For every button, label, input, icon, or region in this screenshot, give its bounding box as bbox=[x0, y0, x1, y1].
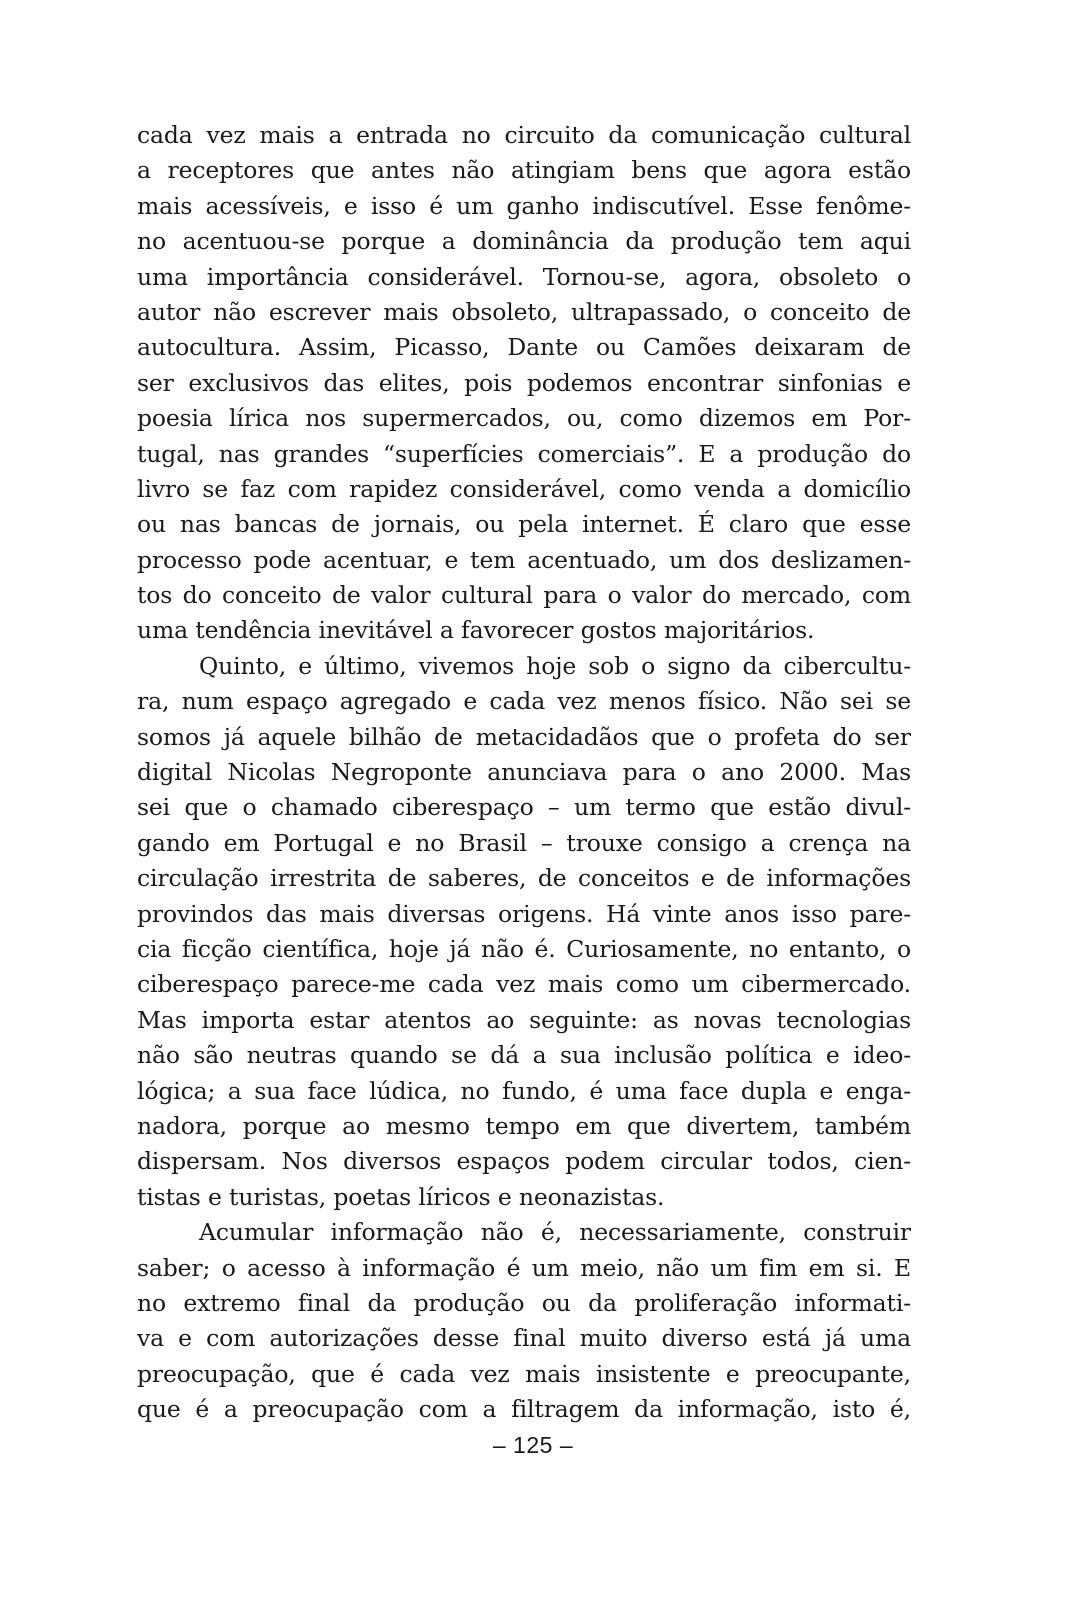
text-line: lógica; a sua face lúdica, no fundo, é uma face dupla e enga- bbox=[137, 1076, 911, 1105]
text-line: a receptores que antes não atingiam bens que agora estão bbox=[137, 156, 911, 185]
text-line: não são neutras quando se dá a sua inclusão política e ideo- bbox=[137, 1041, 911, 1070]
text-line: autor não escrever mais obsoleto, ultrapassado, o conceito de bbox=[137, 297, 911, 326]
text-line: sei que o chamado ciberespaço – um termo que estão divul- bbox=[137, 793, 911, 822]
text-line: ciberespaço parece-me cada vez mais como um cibermercado. bbox=[137, 970, 911, 999]
text-line: circulação irrestrita de saberes, de conceitos e de informações bbox=[137, 864, 911, 893]
text-line: ser exclusivos das elites, pois podemos encontrar sinfonias e bbox=[137, 368, 911, 397]
text-line: ra, num espaço agregado e cada vez menos físico. Não sei se bbox=[137, 687, 911, 716]
text-line: nadora, porque ao mesmo tempo em que divertem, também bbox=[137, 1111, 911, 1140]
text-line: processo pode acentuar, e tem acentuado, um dos deslizamen- bbox=[137, 545, 911, 574]
text-line: preocupação, que é cada vez mais insistente e preocupante, bbox=[137, 1359, 911, 1388]
page-number: – 125 – bbox=[492, 1432, 574, 1458]
text-line: tos do conceito de valor cultural para o valor do mercado, com bbox=[137, 581, 911, 610]
text-line: va e com autorizações desse final muito diverso está já uma bbox=[137, 1324, 911, 1353]
text-line: no acentuou-se porque a dominância da produção tem aqui bbox=[137, 227, 911, 256]
text-line: mais acessíveis, e isso é um ganho indiscutível. Esse fenôme- bbox=[137, 191, 911, 220]
text-line: Mas importa estar atentos ao seguinte: as novas tecnologias bbox=[137, 1005, 911, 1034]
text-line: tugal, nas grandes “superfícies comerciais”. E a produção do bbox=[137, 439, 911, 468]
text-line: uma importância considerável. Tornou-se, agora, obsoleto o bbox=[137, 262, 911, 291]
text-line: digital Nicolas Negroponte anunciava para o ano 2000. Mas bbox=[137, 758, 911, 787]
text-line: Acumular informação não é, necessariamente, construir bbox=[199, 1218, 911, 1247]
text-line: que é a preocupação com a filtragem da informação, isto é, bbox=[137, 1395, 911, 1424]
text-line: somos já aquele bilhão de metacidadãos que o profeta do ser bbox=[137, 722, 911, 751]
paragraph bbox=[137, 1215, 911, 1427]
text-line: provindos das mais diversas origens. Há vinte anos isso pare- bbox=[137, 899, 911, 928]
text-line: gando em Portugal e no Brasil – trouxe consigo a crença na bbox=[137, 828, 911, 857]
text-line: dispersam. Nos diversos espaços podem circular todos, cien- bbox=[137, 1147, 911, 1176]
paragraph bbox=[137, 118, 911, 649]
paragraph bbox=[137, 649, 911, 1215]
text-line: poesia lírica nos supermercados, ou, como dizemos em Por- bbox=[137, 404, 911, 433]
text-line: autocultura. Assim, Picasso, Dante ou Camões deixaram de bbox=[137, 333, 911, 362]
text-line: cia ficção científica, hoje já não é. Curiosamente, no entanto, o bbox=[137, 934, 911, 963]
text-line: saber; o acesso à informação é um meio, não um fim em si. E bbox=[137, 1253, 911, 1282]
text-line: ou nas bancas de jornais, ou pela internet. É claro que esse bbox=[137, 510, 911, 539]
text-line: Quinto, e último, vivemos hoje sob o signo da cibercultu- bbox=[199, 651, 911, 680]
body-text bbox=[137, 118, 911, 1427]
text-line: livro se faz com rapidez considerável, como venda a domicílio bbox=[137, 474, 911, 503]
text-line: tistas e turistas, poetas líricos e neonazistas. bbox=[137, 1182, 665, 1211]
text-line: no extremo final da produção ou da proliferação informati- bbox=[137, 1288, 911, 1317]
text-line: cada vez mais a entrada no circuito da comunicação cultural bbox=[137, 121, 911, 149]
text-line: uma tendência inevitável a favorecer gostos majoritários. bbox=[137, 616, 815, 645]
